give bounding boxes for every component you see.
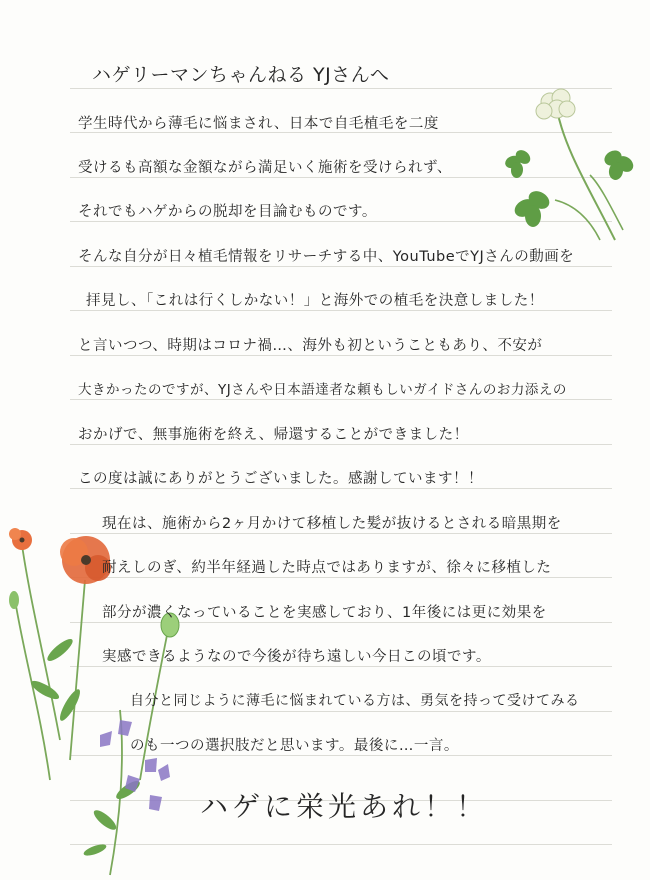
small-poppy-flower (9, 528, 32, 550)
clover-illustration (495, 80, 640, 250)
rule-line (70, 266, 612, 267)
letter-closing: ハゲに栄光あれ！！ (200, 790, 489, 823)
letter-line: と言いつつ、時期はコロナ禍…、海外も初ということもあり、不安が (78, 338, 543, 354)
rule-line (70, 488, 612, 489)
letter-line: それでもハゲからの脱却を目論むものです。 (78, 204, 377, 220)
letter-line: 部分が濃くなっていることを実感しており、1年後には更に効果を (102, 605, 547, 621)
letter-line: 耐えしのぎ、約半年経過した時点ではありますが、徐々に移植した (102, 560, 552, 576)
letter-line: 実感できるようなので今後が待ち遠しい今日この頃です。 (102, 649, 491, 665)
letter-line: そんな自分が日々植毛情報をリサーチする中、YouTubeでYJさんの動画を (78, 249, 575, 265)
rule-line (70, 355, 612, 356)
letter-line: 拝見し、「これは行くしかない！」と海外での植毛を決意しました！ (86, 293, 544, 309)
letter-line: のも一つの選択肢だと思います。最後に…一言。 (130, 738, 459, 754)
letter-line: おかげで、無事施術を終え、帰還することができました！ (78, 427, 469, 443)
letter-line: 現在は、施術から2ヶ月かけて移植した髪が抜けるとされる暗黒期を (102, 516, 562, 532)
rule-line (70, 444, 612, 445)
letter-line: 受けるも高額な金額ながら満足いく施術を受けられず、 (78, 160, 452, 176)
letter-line: 学生時代から薄毛に悩まされ、日本で自毛植毛を二度 (78, 116, 439, 132)
letter-line: 大きかったのですが、YJさんや日本語達者な頼もしいガイドさんのお力添えの (78, 382, 567, 398)
rule-line (70, 310, 612, 311)
letter-line: 自分と同じように薄毛に悩まれている方は、勇気を持って受けてみる (130, 693, 580, 709)
letter-greeting: ハゲリーマンちゃんねる YJさんへ (92, 64, 390, 86)
rule-line (70, 399, 612, 400)
letter-line: この度は誠にありがとうございました。感謝しています！！ (78, 471, 483, 487)
